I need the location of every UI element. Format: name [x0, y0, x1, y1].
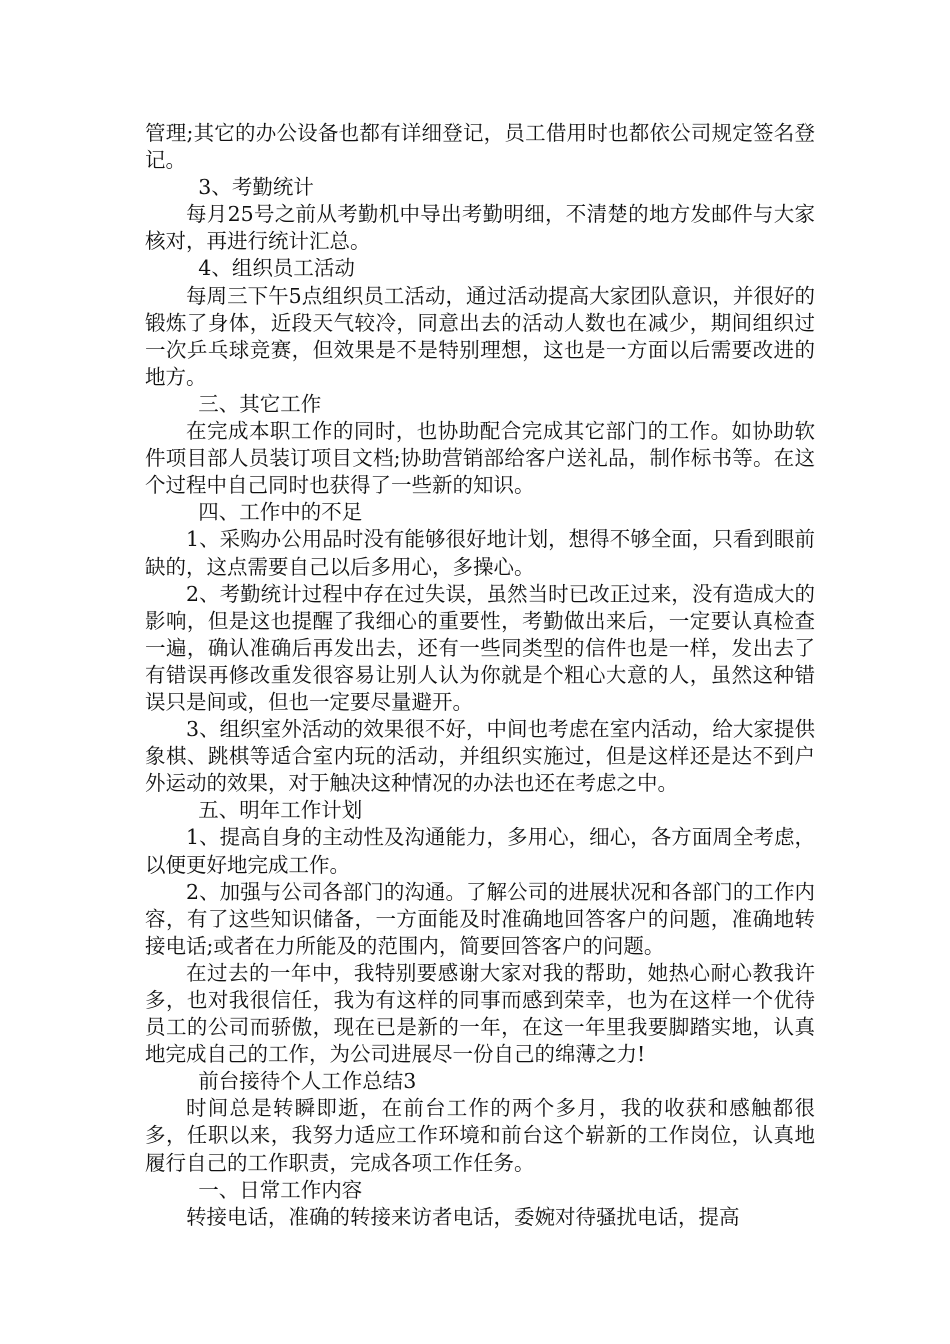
paragraph-attendance-stats: 每月25号之前从考勤机中导出考勤明细，不清楚的地方发邮件与大家核对，再进行统计汇总。: [145, 202, 815, 254]
paragraph-shortcoming-3: 3、组织室外活动的效果很不好，中间也考虑在室内活动，给大家提供象棋、跳棋等适合室内玩的活动，并组织实施过，但是这样还是达不到户外运动的效果，对于触决这种情况的办法也还在考虑之中。: [145, 717, 815, 796]
heading-next-year-plan: 五、明年工作计划: [198, 798, 363, 823]
heading-other-work: 三、其它工作: [198, 391, 322, 416]
heading-summary-3: 前台接待个人工作总结3: [198, 1069, 417, 1094]
paragraph-summary-intro: 时间总是转瞬即逝，在前台工作的两个多月，我的收获和感触都很多，任职以来，我努力适应工作环境和前台这个崭新的工作岗位，认真地履行自己的工作职责，完成各项工作任务。: [145, 1096, 815, 1175]
paragraph-shortcoming-2: 2、考勤统计过程中存在过失误，虽然当时已改正过来，没有造成大的影响，但是这也提醒了我细心的重要性，考勤做出来后，一定要认真检查一遍，确认准确后再发出去，还有一些同类型的信件也是一样，发出去了有错误再修改重发很容易让别人认为你就是个粗心大意的人，虽然这种错误只是间或，但也一定要尽量避开。: [145, 581, 815, 714]
paragraph-thanks: 在过去的一年中，我特别要感谢大家对我的帮助，她热心耐心教我许多，也对我很信任，我为有这样的同事而感到荣幸，也为在这样一个优待员工的公司而骄傲，现在已是新的一年，在这一年里我要脚踏实地，认真地完成自己的工作，为公司进展尽一份自己的绵薄之力!: [145, 960, 815, 1067]
paragraph-daily-work: 转接电话，准确的转接来访者电话，委婉对待骚扰电话，提高: [186, 1204, 740, 1229]
paragraph-staff-activities: 每周三下午5点组织员工活动，通过活动提高大家团队意识，并很好的锻炼了身体，近段天气较冷，同意出去的活动人数也在减少，期间组织过一次乒乓球竞赛，但效果是不是特别理想，这也是一方面以后需要改进的地方。: [145, 283, 815, 389]
paragraph-other-work: 在完成本职工作的同时，也协助配合完成其它部门的工作。如协助软件项目部人员装订项目文档;协助营销部给客户送礼品，制作标书等。在这个过程中自己同时也获得了一些新的知识。: [145, 419, 815, 498]
document-body: [145, 120, 815, 1231]
heading-shortcomings: 四、工作中的不足: [198, 500, 363, 525]
paragraph-plan-2: 2、加强与公司各部门的沟通。了解公司的进展状况和各部门的工作内容，有了这些知识储备，一方面能及时准确地回答客户的问题，准确地转接电话;或者在力所能及的范围内，简要回答客户的问题。: [145, 879, 815, 958]
paragraph-office-equipment: 管理;其它的办公设备也都有详细登记，员工借用时也都依公司规定签名登记。: [145, 121, 815, 173]
heading-staff-activities: 4、组织员工活动: [198, 256, 355, 281]
heading-attendance-stats: 3、考勤统计: [198, 175, 314, 200]
paragraph-plan-1: 1、提高自身的主动性及沟通能力，多用心，细心，各方面周全考虑，以便更好地完成工作。: [145, 825, 815, 877]
heading-daily-work: 一、日常工作内容: [198, 1177, 363, 1202]
paragraph-shortcoming-1: 1、采购办公用品时没有能够很好地计划，想得不够全面，只看到眼前缺的，这点需要自己以后多用心，多操心。: [145, 527, 815, 579]
